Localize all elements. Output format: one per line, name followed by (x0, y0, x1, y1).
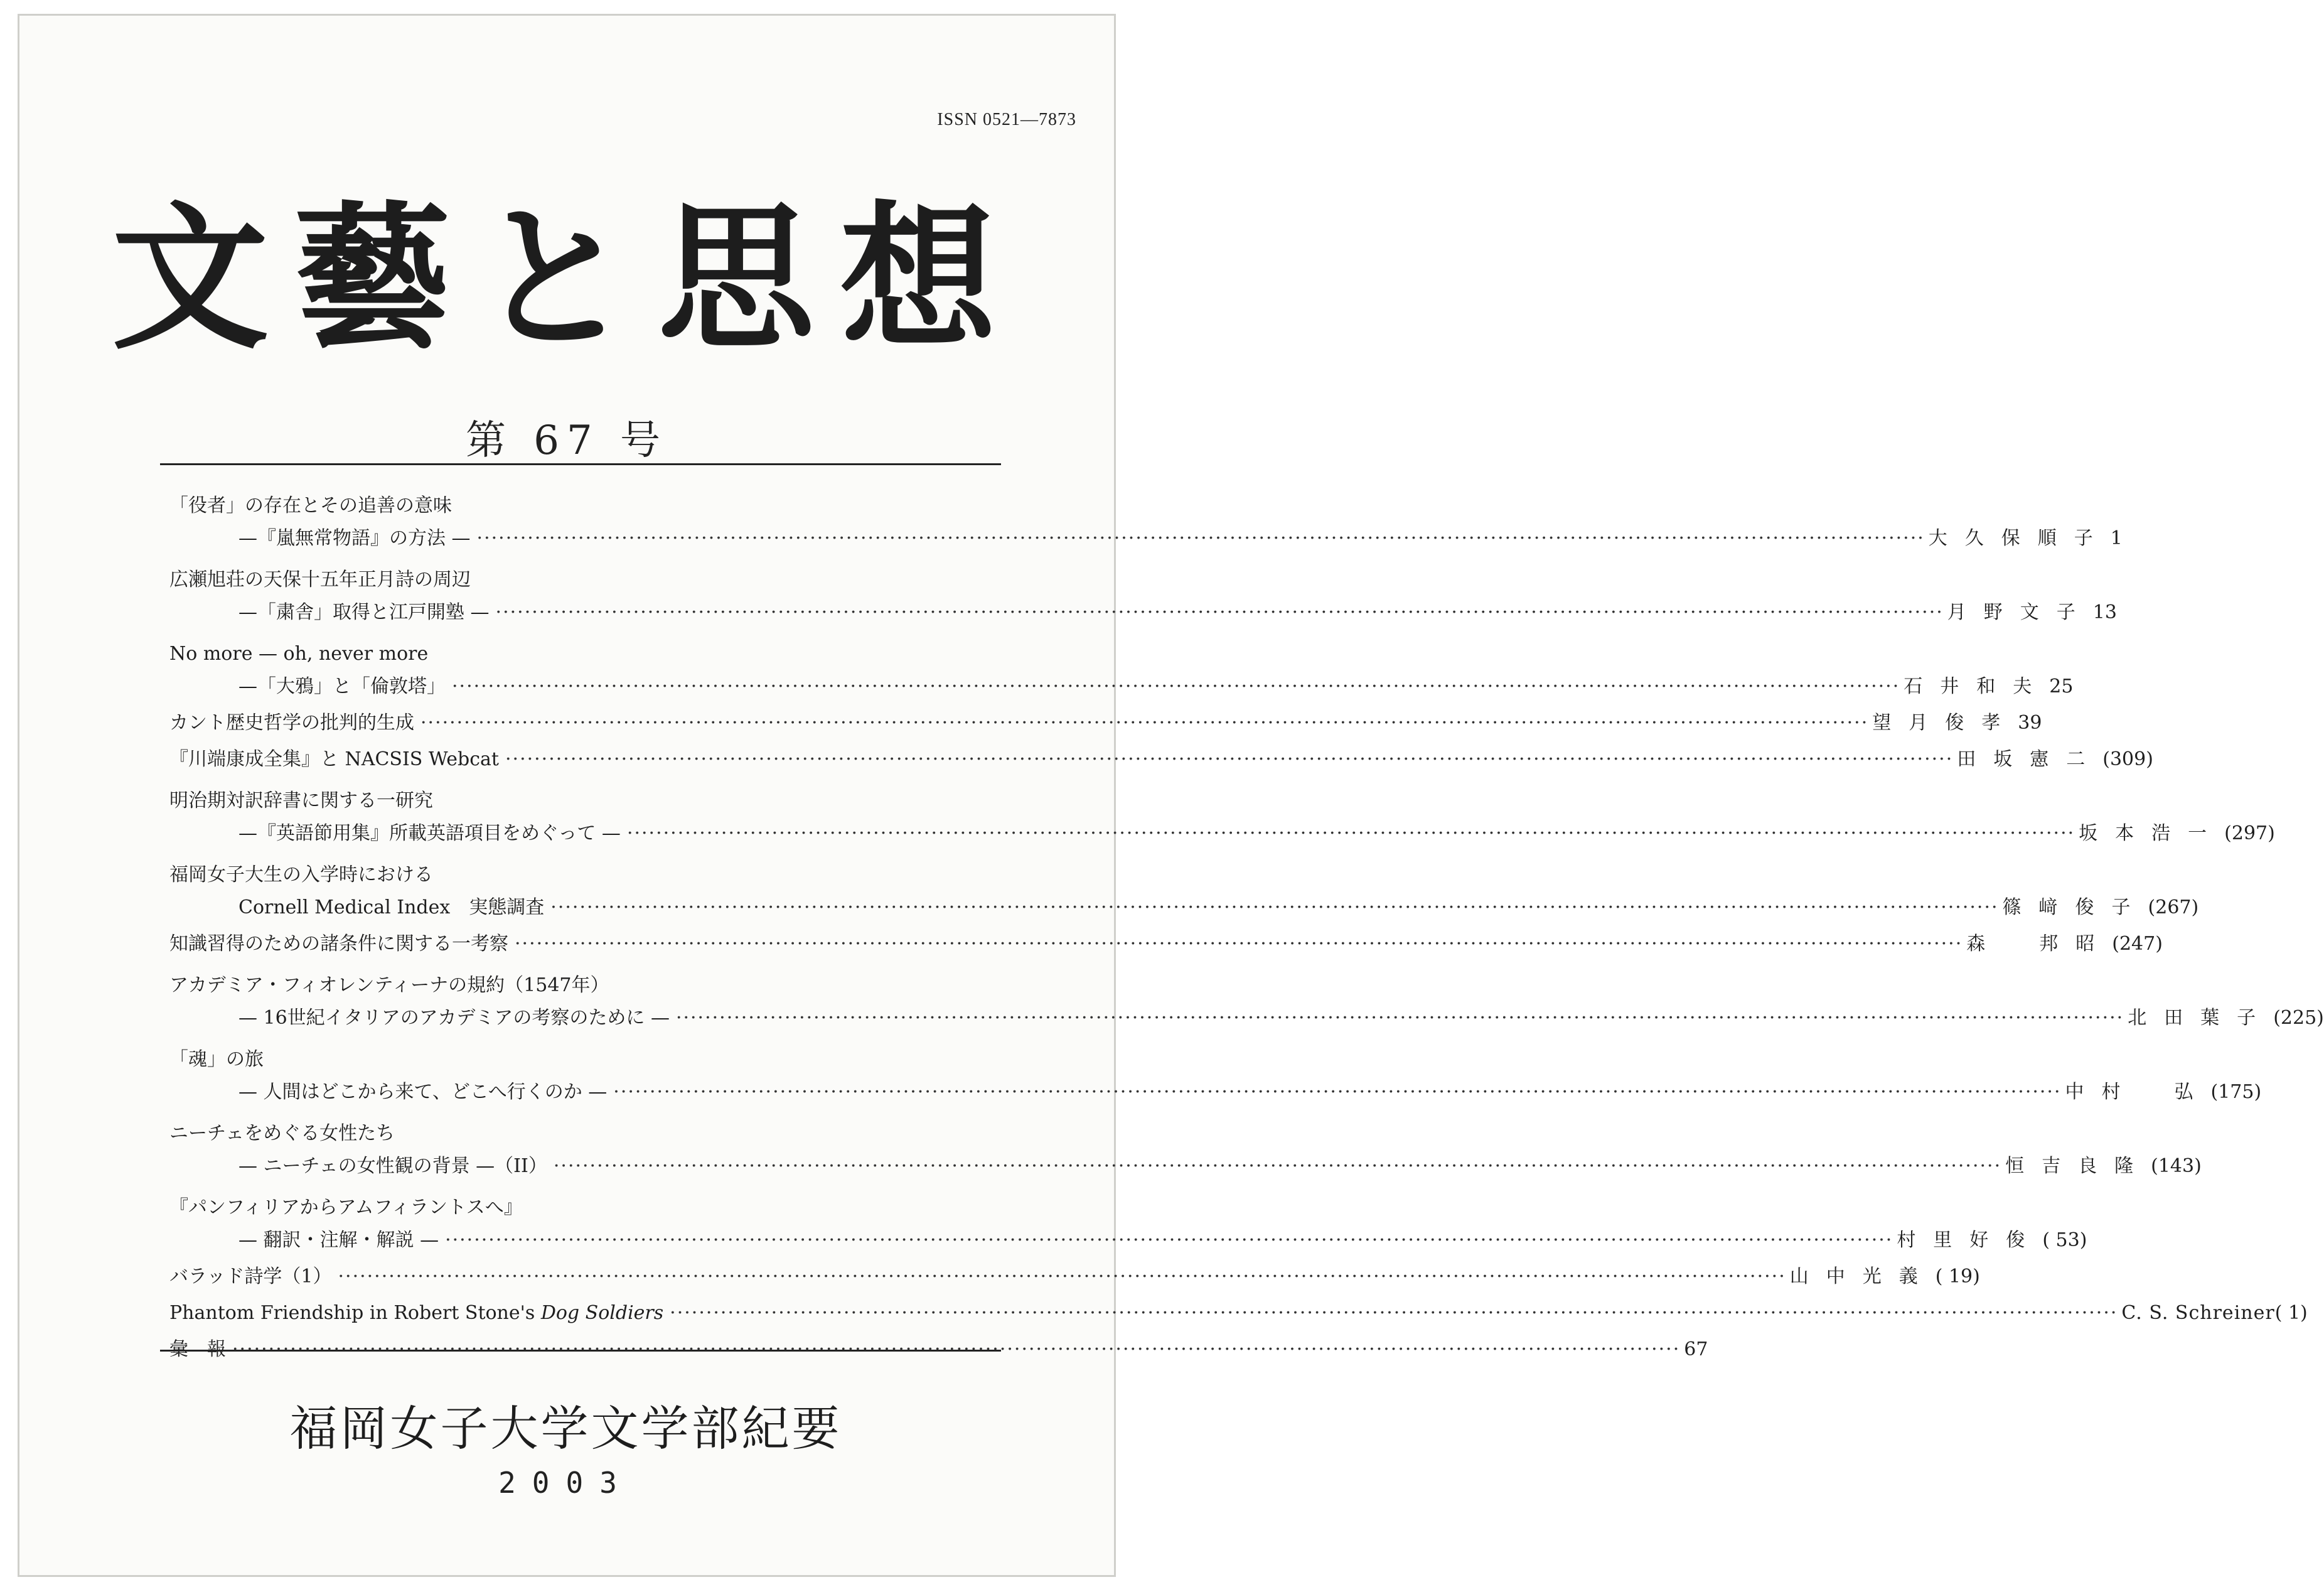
toc-line (169, 638, 985, 670)
toc-line (169, 817, 2275, 850)
toc-author: C. S. Schreiner (2121, 1302, 2275, 1324)
toc-subtitle: — ニーチェの女性観の背景 —（II） (238, 1155, 547, 1177)
toc-author: 田坂憲二 (1957, 748, 2103, 770)
spacer (169, 629, 985, 638)
dot-leader: ········································································································································································································ (445, 1229, 1893, 1251)
toc-entry (169, 1261, 1980, 1293)
dot-leader: ········································································································································································································ (553, 1155, 2002, 1177)
toc-page: ( 1) (2274, 1302, 2308, 1324)
spacer (169, 776, 985, 785)
spacer (169, 960, 985, 969)
publisher-name: 福岡女子大学文学部紀要 (289, 1401, 842, 1456)
toc-line (169, 564, 985, 596)
toc-page: 67 (1684, 1338, 1708, 1360)
toc-line (169, 969, 985, 1002)
toc-entry (169, 928, 2163, 960)
toc-page: (297) (2224, 822, 2275, 844)
spacer (169, 1109, 985, 1117)
toc-line (169, 1150, 2202, 1183)
toc-line (169, 1224, 2087, 1257)
toc-subtitle: —「大鴉」と「倫敦塔」 (238, 675, 446, 697)
toc-line (169, 891, 2199, 924)
issue-number: 第 67 号 (465, 417, 668, 464)
toc-author: 篠﨑俊子 (2002, 896, 2148, 918)
spacer (169, 850, 985, 859)
toc-entry (169, 1191, 2087, 1257)
toc-title-part: Phantom Friendship in Robert Stone's (169, 1302, 541, 1324)
toc-line (169, 928, 2163, 960)
toc-line (169, 859, 985, 891)
toc-line (169, 1002, 2324, 1035)
toc-line (169, 743, 2153, 776)
toc-author: 中村 弘 (2065, 1081, 2211, 1103)
toc-line (169, 1261, 1980, 1293)
toc-page: 13 (2092, 601, 2117, 623)
toc-title: カント歴史哲学の批判的生成 (169, 712, 414, 734)
toc-title: 彙 報 (169, 1338, 226, 1360)
toc-entry (169, 1297, 2308, 1330)
dot-leader: ········································································································································································································ (670, 1302, 2118, 1324)
toc-entry (169, 490, 2123, 555)
bottom-divider (160, 1350, 1001, 1352)
dot-leader: ········································································································································································································ (626, 822, 2075, 844)
toc-subtitle: — 16世紀イタリアのアカデミアの考察のために — (238, 1007, 670, 1029)
toc-entry (169, 743, 2153, 776)
toc-title: 「役者」の存在とその追善の意味 (169, 495, 452, 517)
dot-leader: ········································································································································································································ (232, 1338, 1681, 1360)
toc-author: 望月俊孝 (1872, 712, 2018, 734)
dot-leader: ········································································································································································································ (675, 1007, 2124, 1029)
toc-line (169, 1297, 2308, 1330)
publication-year: 2003 (498, 1466, 633, 1500)
toc-title: 『川端康成全集』と NACSIS Webcat (169, 748, 499, 770)
spacer (169, 1035, 985, 1043)
toc-title: ニーチェをめぐる女性たち (169, 1122, 395, 1144)
toc-entry (169, 1043, 2262, 1109)
toc-title: 明治期対訳辞書に関する一研究 (169, 790, 433, 812)
toc-entry (169, 785, 2275, 850)
toc-author: 恒吉良隆 (2005, 1155, 2151, 1177)
toc-line (169, 707, 2042, 740)
toc-page: ( 19) (1935, 1266, 1980, 1288)
toc-entry (169, 1117, 2202, 1183)
toc-page: (267) (2148, 896, 2199, 918)
dot-leader: ········································································································································································································ (476, 527, 1925, 549)
top-divider (160, 463, 1001, 465)
toc-line (169, 522, 2123, 555)
toc-page: (175) (2210, 1081, 2262, 1103)
toc-title: 「魂」の旅 (169, 1048, 264, 1070)
toc-author: 村里好俊 (1897, 1229, 2043, 1251)
journal-title: 文藝と思想 (112, 188, 1022, 370)
spacer (169, 1183, 985, 1191)
toc-entry (169, 638, 2074, 703)
spacer (169, 555, 985, 564)
toc-line (169, 1076, 2262, 1109)
table-of-contents (169, 490, 2324, 1366)
issn-number: ISSN 0521—7873 (937, 110, 1076, 129)
toc-subtitle: —『嵐無常物語』の方法 — (238, 527, 471, 549)
toc-author: 月野文子 (1947, 601, 2093, 623)
toc-subtitle: — 翻訳・注解・解説 — (238, 1229, 439, 1251)
toc-subtitle: Cornell Medical Index 実態調査 (238, 896, 545, 918)
toc-subtitle: —「粛舎」取得と江戸開塾 — (238, 601, 490, 623)
toc-line (169, 785, 985, 817)
toc-title: 福岡女子大生の入学時における (169, 864, 433, 886)
toc-line (169, 596, 2117, 629)
dot-leader: ········································································································································································································ (452, 675, 1900, 697)
toc-author: 坂本浩一 (2079, 822, 2225, 844)
toc-title: No more — oh, never more (169, 643, 429, 665)
toc-title: 広瀬旭荘の天保十五年正月詩の周辺 (169, 569, 471, 591)
dot-leader: ········································································································································································································ (613, 1081, 2062, 1103)
toc-title (169, 1297, 663, 1330)
toc-title-italic: Dog Soldiers (540, 1302, 664, 1324)
toc-author: 北田葉子 (2128, 1007, 2274, 1029)
toc-author: 森 邦昭 (1966, 933, 2112, 955)
dot-leader: ········································································································································································································ (338, 1266, 1786, 1288)
dot-leader: ········································································································································································································ (495, 601, 1944, 623)
toc-title: アカデミア・フィオレンティーナの規約（1547年） (169, 974, 609, 996)
toc-line (169, 490, 985, 522)
toc-line (169, 1117, 985, 1150)
toc-page: (247) (2112, 933, 2163, 955)
toc-line (169, 670, 2074, 703)
dot-leader: ········································································································································································································ (550, 896, 1999, 918)
toc-line (169, 1191, 985, 1224)
toc-entry (169, 707, 2042, 740)
toc-page: (225) (2273, 1007, 2324, 1029)
toc-entry (169, 859, 2199, 924)
toc-entry (169, 969, 2324, 1035)
toc-entry (169, 564, 2117, 629)
dot-leader: ········································································································································································································ (505, 748, 1954, 770)
toc-page: 39 (2018, 712, 2042, 734)
toc-author: 大久保順子 (1928, 527, 2111, 549)
dot-leader: ········································································································································································································ (515, 933, 1963, 955)
toc-title: バラッド詩学（1） (169, 1266, 332, 1288)
toc-author: 山中光義 (1789, 1266, 1936, 1288)
toc-page: 25 (2049, 675, 2074, 697)
toc-subtitle: — 人間はどこから来て、どこへ行くのか — (238, 1081, 608, 1103)
toc-page: 1 (2110, 527, 2123, 549)
toc-subtitle: —『英語節用集』所載英語項目をめぐって — (238, 822, 621, 844)
toc-page: (309) (2102, 748, 2153, 770)
toc-title: 『パンフィリアからアムフィラントスへ』 (169, 1197, 523, 1218)
toc-page: (143) (2151, 1155, 2202, 1177)
toc-author: 石井和夫 (1904, 675, 2050, 697)
toc-page: ( 53) (2042, 1229, 2087, 1251)
toc-title: 知識習得のための諸条件に関する一考察 (169, 933, 508, 955)
toc-line (169, 1043, 985, 1076)
dot-leader: ········································································································································································································ (420, 712, 1869, 734)
